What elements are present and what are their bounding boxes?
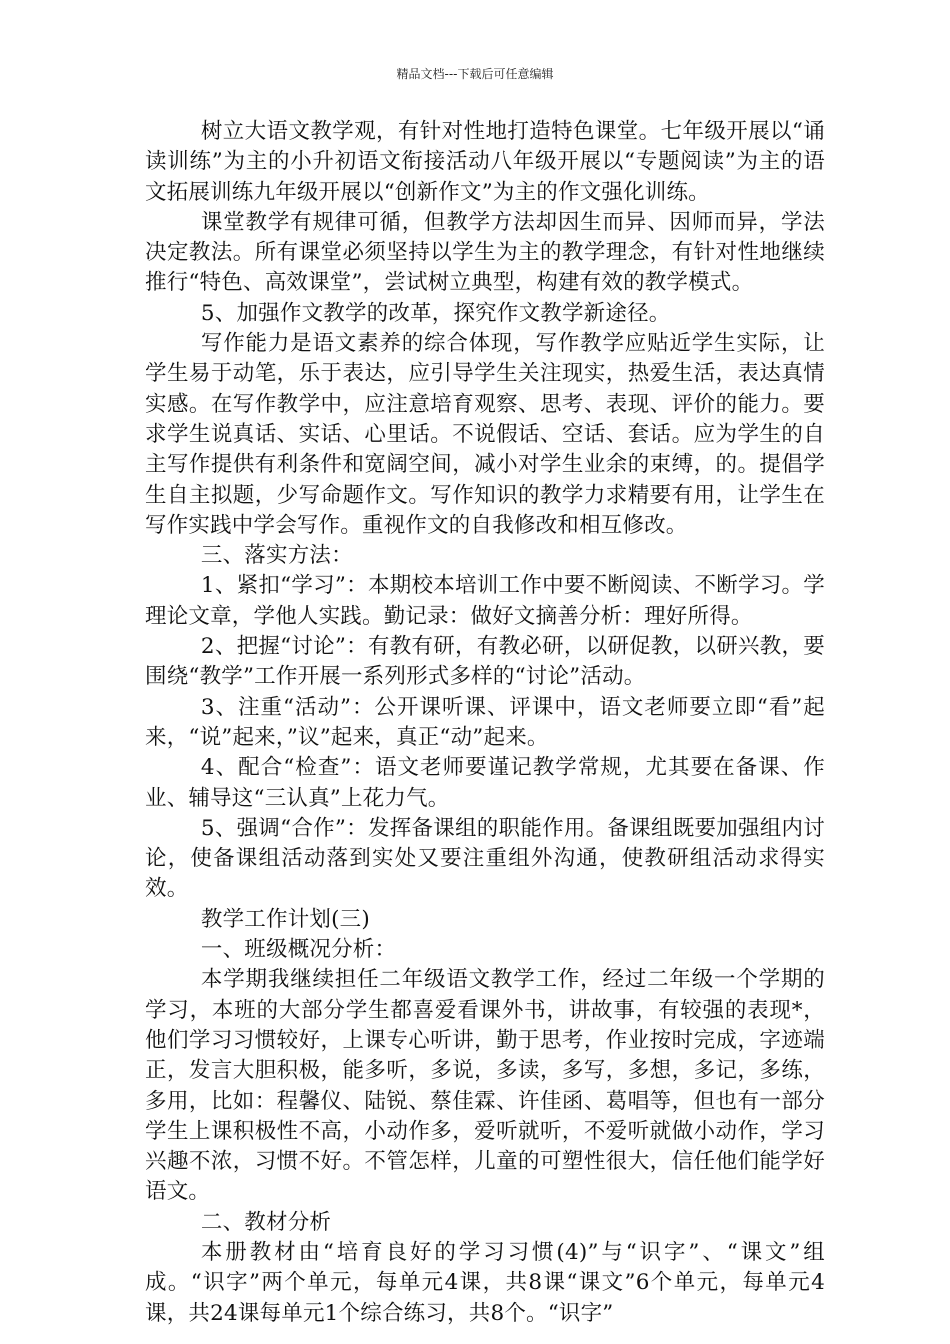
paragraph-teaching-view: 树立大语文教学观，有针对性地打造特色课堂。七年级开展以“诵读训练”为主的小升初语文衔接活动八年级开展以“专题阅读”为主的语文拓展训练九年级开展以“创新作文”为主的作文强化训练。 [145,119,825,205]
document-subtitle: 教学工作计划(三) [200,906,370,932]
paragraph-classroom-teaching: 课堂教学有规律可循，但教学方法却因生而异、因师而异，学法决定教法。所有课堂必须坚持以学生为主的教学理念，有针对性地继续推行“特色、高效课堂”，尝试树立典型，构建有效的教学模式。 [145,209,825,296]
document-body [145,117,825,1329]
section-heading-methods: 三、落实方法： [200,543,353,569]
paragraph-method-study: 1、紧扣“学习”：本期校本培训工作中要不断阅读、不断学习。学理论文章，学他人实践。勤记录：做好文摘善分析：理好所得。 [145,573,825,629]
paragraph-writing-reform-heading: 5、加强作文教学的改革，探究作文教学新途径。 [200,300,671,326]
section-heading-textbook: 二、教材分析 [200,1209,332,1235]
paragraph-method-discussion: 2、把握“讨论”：有教有研，有教必研，以研促教，以研兴教，要围绕“教学”工作开展一系列形式多样的“讨论”活动。 [145,634,825,690]
paragraph-textbook-analysis: 本册教材由“培育良好的学习习惯(4)”与“识字”、“课文”组成。“识字”两个单元，每单元4课，共8课“课文”6个单元，每单元4课，共24课每单元1个综合练习，共8个。“识字” [145,1239,825,1326]
section-heading-class-overview: 一、班级概况分析： [200,937,397,963]
paragraph-writing-ability: 写作能力是语文素养的综合体现，写作教学应贴近学生实际，让学生易于动笔，乐于表达，应引导学生关注现实，热爱生活，表达真情实感。在写作教学中，应注意培育观察、思考、表现、评价的能力。要求学生说真话、实话、心里话。不说假话、空话、套话。应为学生的自主写作提供有利条件和宽阔空间，减小对学生业余的束缚，的。提倡学生自主拟题，少写命题作文。写作知识的教学力求精要有用，让学生在写作实践中学会写作。重视作文的自我修改和相互修改。 [145,331,825,538]
paragraph-class-overview: 本学期我继续担任二年级语文教学工作，经过二年级一个学期的学习，本班的大部分学生都喜爱看课外书，讲故事，有较强的表现*，他们学习习惯较好，上课专心听讲，勤于思考，作业按时完成，字迹端正，发言大胆积极，能多听，多说，多读，多写，多想，多记，多练，多用，比如：程馨仪、陆锐、蔡佳霖、许佳函、葛唱等，但也有一部分学生上课积极性不高，小动作多，爱听就听，不爱听就做小动作，学习兴趣不浓，习惯不好。不管怎样，儿童的可塑性很大，信任他们能学好语文。 [145,967,825,1205]
paragraph-method-inspection: 4、配合“检查”：语文老师要谨记教学常规，尤其要在备课、作业、辅导这“三认真”上花力气。 [145,755,825,811]
paragraph-method-cooperation: 5、强调“合作”：发挥备课组的职能作用。备课组既要加强组内讨论，使备课组活动落到实处又要注重组外沟通，使教研组活动求得实效。 [145,815,825,902]
page-header: 精品文档---下载后可任意编辑 [396,67,554,81]
paragraph-method-activity: 3、注重“活动”：公开课听课、评课中，语文老师要立即“看”起来，“说”起来，”议”起来，真正“动”起来。 [145,694,825,750]
